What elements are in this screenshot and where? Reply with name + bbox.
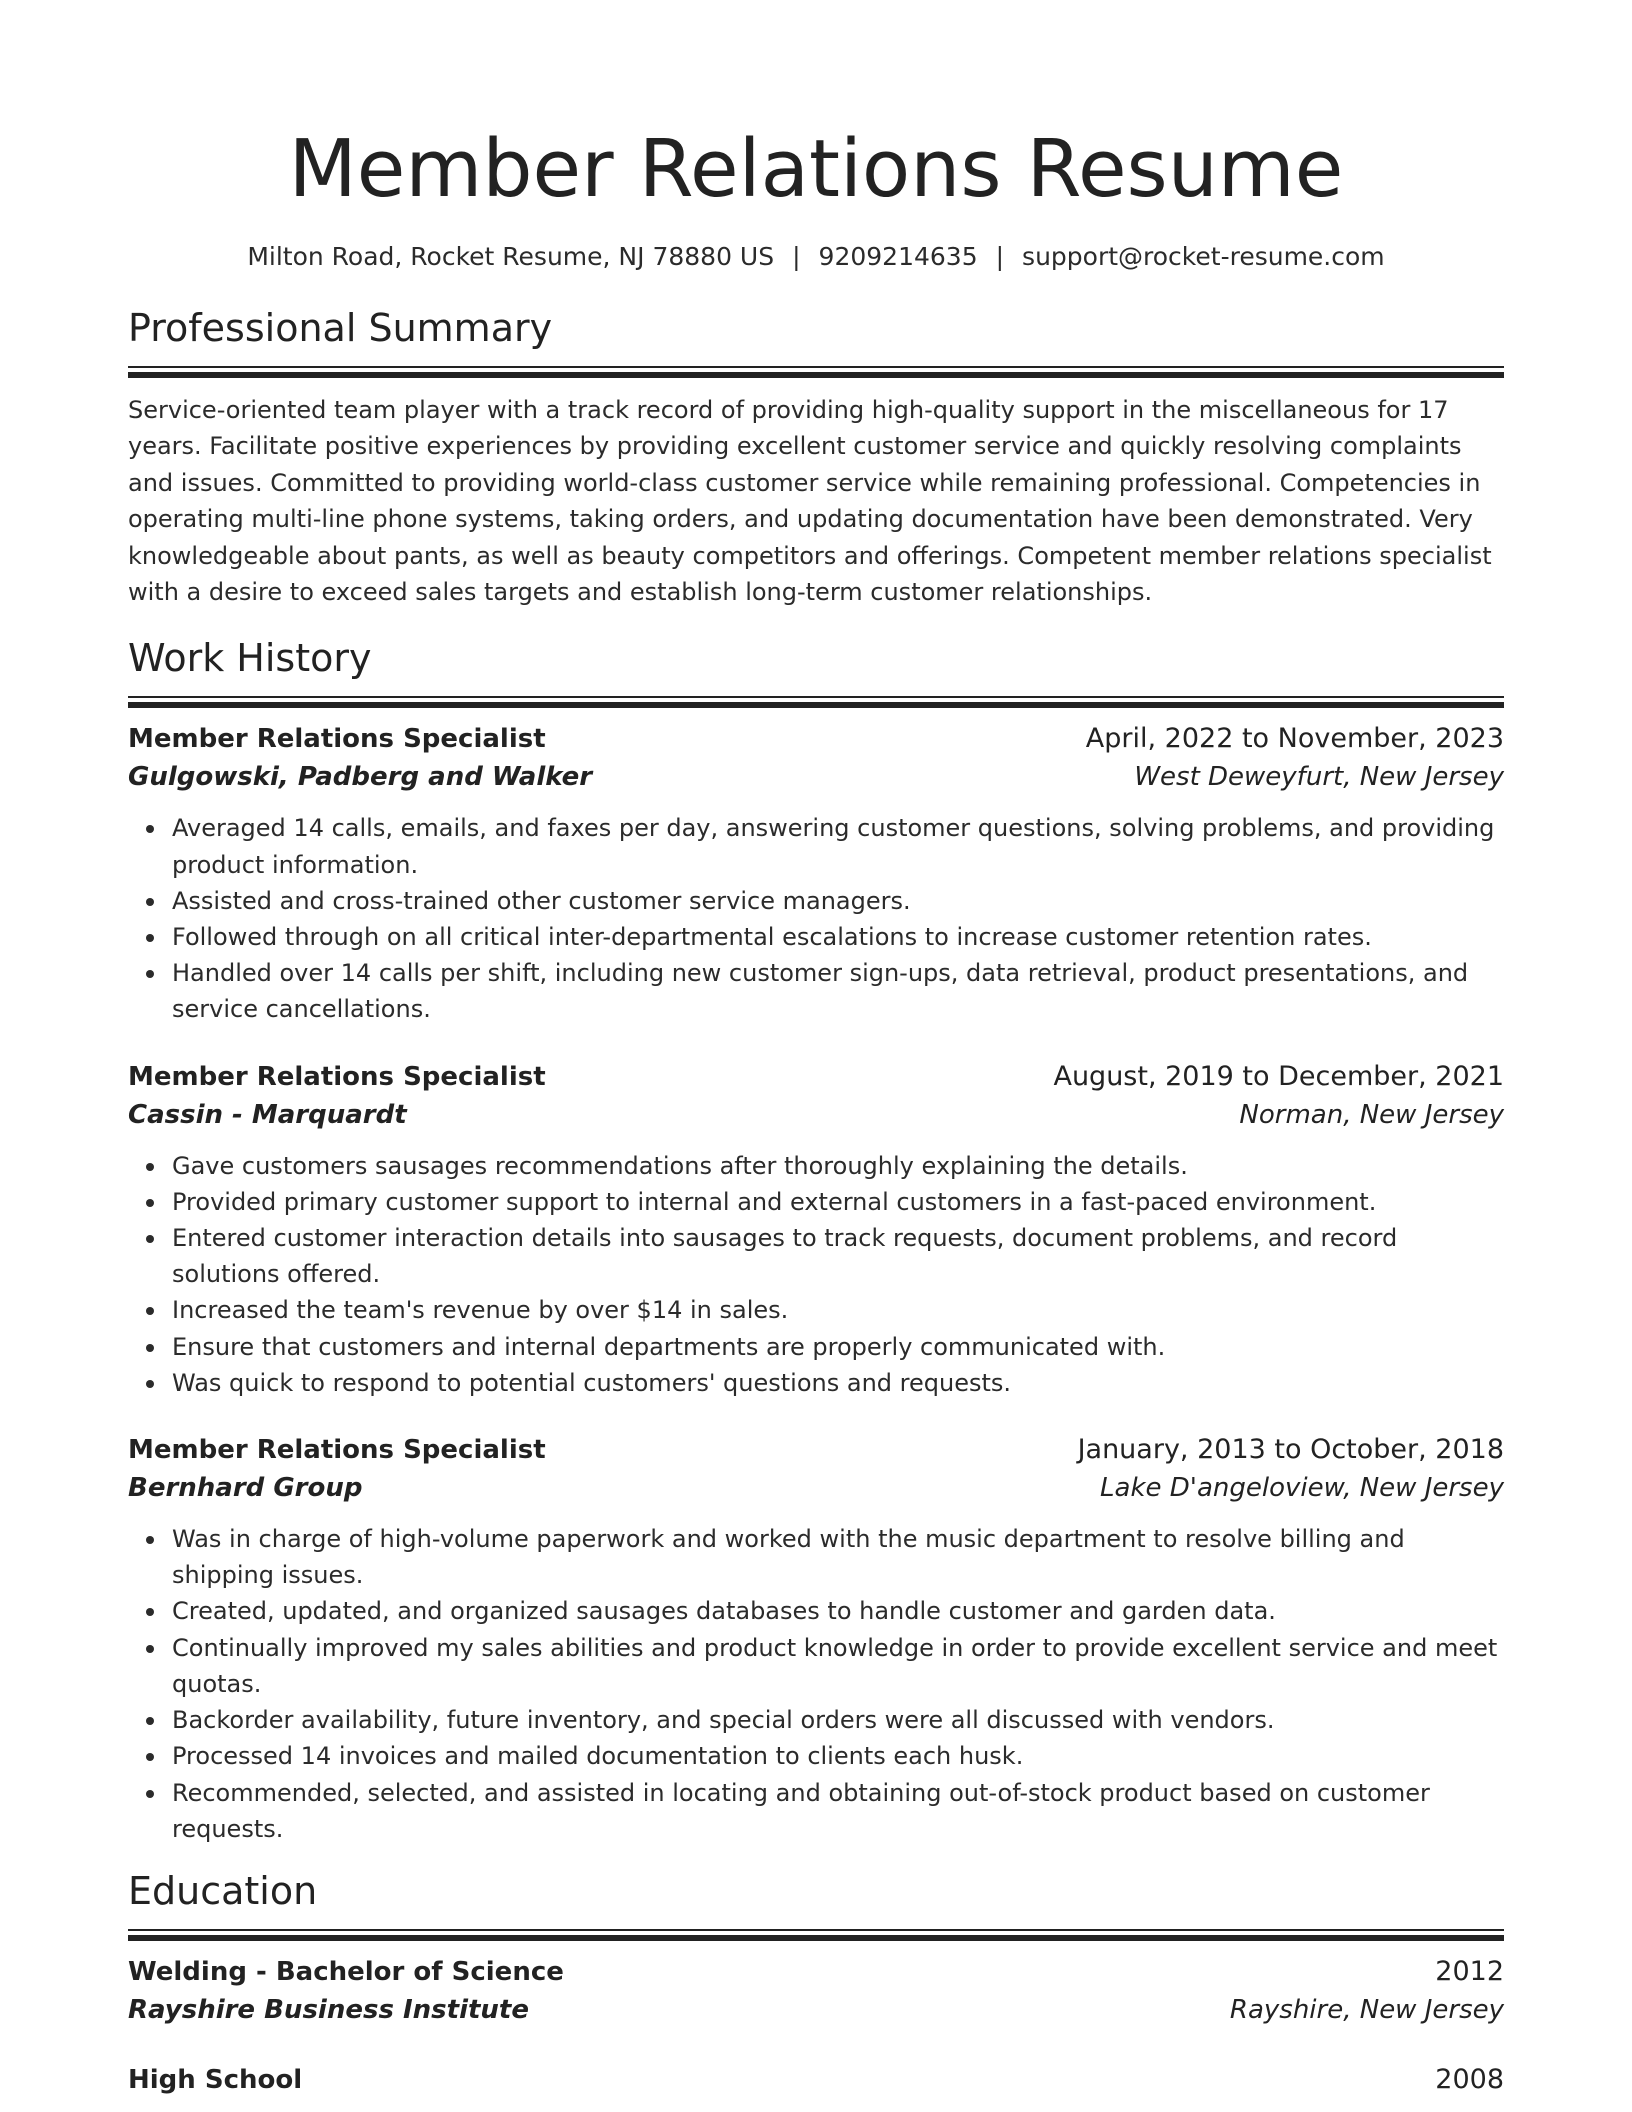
job-bullet: Followed through on all critical inter-departmental escalations to increase customer retention rates.: [172, 919, 1504, 955]
job-bullet: Processed 14 invoices and mailed documentation to clients each husk.: [172, 1738, 1504, 1774]
job-location: West Deweyfurt, New Jersey: [1134, 762, 1504, 793]
job-title: Member Relations Specialist: [128, 1061, 546, 1092]
job-bullet: Increased the team's revenue by over $14 in sales.: [172, 1292, 1504, 1328]
job-bullet: Backorder availability, future inventory, and special orders were all discussed with vendors.: [172, 1702, 1504, 1738]
education-entry: [128, 2061, 1504, 2099]
job-bullets: [128, 1521, 1504, 1847]
work-history-section: [128, 634, 1504, 1846]
education-degree: Welding - Bachelor of Science: [128, 1956, 564, 1987]
job-bullets: [128, 810, 1504, 1027]
job-bullet: Continually improved my sales abilities and product knowledge in order to provide excellent service and meet quotas.: [172, 1630, 1504, 1702]
education-year: 2008: [1435, 2063, 1504, 2095]
job-bullet: Was in charge of high-volume paperwork and worked with the music department to resolve billing and shipping issues.: [172, 1521, 1504, 1593]
job-bullet: Was quick to respond to potential customers' questions and requests.: [172, 1365, 1504, 1401]
education-entry: [128, 1953, 1504, 2029]
section-divider: [128, 366, 1504, 372]
job-title: Member Relations Specialist: [128, 1435, 546, 1466]
education-school: Rayshire Business Institute: [128, 1994, 529, 2025]
job-bullet: Ensure that customers and internal departments are properly communicated with.: [172, 1329, 1504, 1365]
education-section: [128, 1867, 1504, 2099]
job-dates: January, 2013 to October, 2018: [1077, 1434, 1504, 1466]
section-title-education: Education: [128, 1868, 318, 1913]
resume-name: Member Relations Resume: [288, 123, 1344, 215]
section-title-work-history: Work History: [128, 636, 372, 681]
job-bullet: Entered customer interaction details into sausages to track requests, document problems, and record solutions offered.: [172, 1220, 1504, 1292]
contact-separator: |: [792, 242, 801, 271]
job-company: Gulgowski, Padberg and Walker: [128, 762, 593, 793]
section-divider: [128, 696, 1504, 702]
job-bullet: Gave customers sausages recommendations after thoroughly explaining the details.: [172, 1148, 1504, 1184]
job-bullet: Provided primary customer support to internal and external customers in a fast-paced environment.: [172, 1184, 1504, 1220]
contact-line: [128, 240, 1504, 274]
contact-email: support@rocket-resume.com: [1022, 242, 1385, 271]
education-degree: High School: [128, 2064, 303, 2095]
job-bullet: Averaged 14 calls, emails, and faxes per day, answering customer questions, solving problems, and providing product information.: [172, 810, 1504, 882]
job-entry: [128, 720, 1504, 1027]
job-dates: August, 2019 to December, 2021: [1053, 1060, 1504, 1092]
job-bullets: [128, 1148, 1504, 1401]
job-company: Cassin - Marquardt: [128, 1099, 407, 1130]
education-year: 2012: [1435, 1955, 1504, 1987]
job-dates: April, 2022 to November, 2023: [1085, 723, 1504, 755]
job-bullet: Recommended, selected, and assisted in locating and obtaining out-of-stock product based on customer requests.: [172, 1775, 1504, 1847]
job-location: Norman, New Jersey: [1239, 1099, 1504, 1130]
summary-text: Service-oriented team player with a track record of providing high-quality support in the miscellaneous for 17 years. Facilitate positive experiences by providing excellent customer service and quickly resolving complaints and issues. Committed to providing world-class customer service while remaining professional. Competencies in operating multi-line phone systems, taking orders, and updating documentation have been demonstrated. Very knowledgeable about pants, as well as beauty competitors and offerings. Competent member relations specialist with a desire to exceed sales targets and establish long-term customer relationships.: [128, 396, 1492, 607]
contact-address: Milton Road, Rocket Resume, NJ 78880 US: [247, 242, 775, 271]
contact-separator: |: [995, 242, 1005, 271]
job-title: Member Relations Specialist: [128, 724, 546, 755]
section-divider: [128, 1929, 1504, 1935]
job-location: Lake D'angeloview, New Jersey: [1100, 1473, 1504, 1504]
job-bullet: Handled over 14 calls per shift, including new customer sign-ups, data retrieval, product presentations, and service cancellations.: [172, 955, 1504, 1027]
contact-phone: 9209214635: [818, 242, 978, 271]
job-company: Bernhard Group: [128, 1473, 363, 1504]
job-bullet: Assisted and cross-trained other customer service managers.: [172, 883, 1504, 919]
job-entry: [128, 1058, 1504, 1401]
section-title-summary: Professional Summary: [128, 306, 553, 350]
summary-section: [128, 304, 1504, 610]
education-location: Rayshire, New Jersey: [1229, 1994, 1504, 2025]
job-entry: [128, 1431, 1504, 1847]
job-bullet: Created, updated, and organized sausages databases to handle customer and garden data.: [172, 1593, 1504, 1629]
resume-page: [128, 0, 1504, 2099]
